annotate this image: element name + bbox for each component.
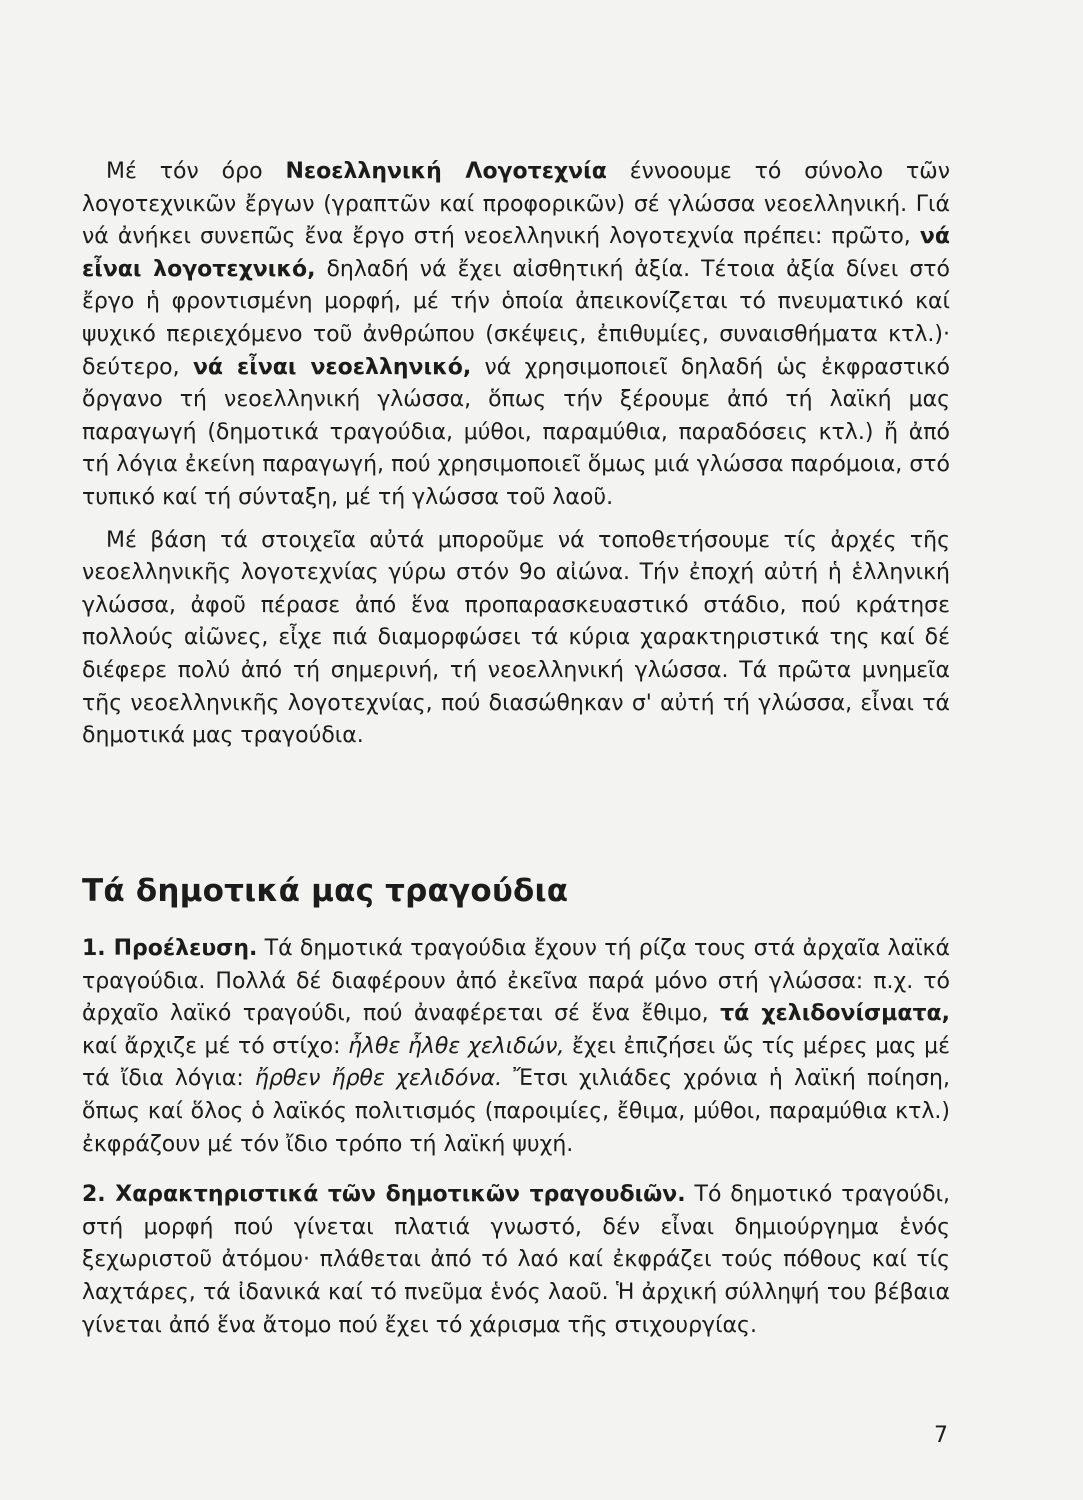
term-neohellenic-literature: Νεοελληνική Λογοτεχνία: [285, 159, 607, 184]
section-heading: Τά δημοτικά μας τραγούδια: [82, 873, 569, 909]
page-number: 7: [934, 1423, 948, 1448]
intro-paragraph-1: Μέ τόν όρο Νεοελληνική Λογοτεχνία έννοουμε τό σύνολο τῶν λογοτεχνικῶν ἔργων (γραπτῶν καί προφορικῶν) σέ γλώσσα νεοελληνική. Γιά νά ἀνήκει συνεπῶς ἔνα ἔργο στή νεοελληνική λογοτεχνία πρέπει: πρῶτο, νά εἶναι λογοτεχνικό, δηλαδή νά ἔχει αἰσθητική ἀξία. Τέτοια ἀξία δίνει στό ἔργο ἡ φροντισμένη μορφή, μέ τήν ὁποία ἀπεικονίζεται τό πνευματικό καί ψυχικό περιεχόμενο τοῦ ἀνθρώπου (σκέψεις, ἐπιθυμίες, συναισθήματα κτλ.)· δεύτερο, νά εἶναι νεοελληνικό, νά χρησιμοποιεῖ δηλαδή ὡς ἐκφραστικό ὄργανο τή νεοελληνική γλώσσα, ὅπως τήν ξέρουμε ἀπό τή λαϊκή μας παραγωγή (δημοτικά τραγούδια, μύθοι, παραμύθια, παραδόσεις κτλ.) ἤ ἀπό τή λόγια ἐκείνη παραγωγή, πού χρησιμοποιεῖ ὅμως μιά γλώσσα παρόμοια, στό τυπικό καί τή σύνταξη, μέ τή γλώσσα τοῦ λαοῦ.: [82, 159, 951, 510]
origin-paragraph: 1. Προέλευση. Τά δημοτικά τραγούδια ἔχουν τή ρίζα τους στά ἀρχαῖα λαϊκά τραγούδια. Πολλά δέ διαφέρουν ἀπό ἐκεῖνα παρά μόνο στή γλώσσα: π.χ. τό ἀρχαῖο λαϊκό τραγούδι, πού ἀναφέρεται σέ ἕνα ἔθιμο, τά χελιδονίσματα, καί ἄρχιζε μέ τό στίχο: ἦλθε ἦλθε χελιδών, ἔχει ἐπιζήσει ὥς τίς μέρες μας μέ τά ἴδια λόγια: ἤρθεν ἤρθε χελιδόνα. Ἔτσι χιλιάδες χρόνια ἡ λαϊκή ποίηση, ὅπως καί ὅλος ὁ λαϊκός πολιτισμός (παροιμίες, ἔθιμα, μύθοι, παραμύθια κτλ.) ἐκφράζουν μέ τόν ἴδιο τρόπο τή λαϊκή ψυχή.: [82, 936, 950, 1157]
origin-label: 1. Προέλευση.: [82, 936, 258, 961]
characteristics-label: 2. Χαρακτηριστικά τῶν δημοτικῶν τραγουδιῶν.: [82, 1182, 686, 1208]
intro-paragraph-2: Μέ βάση τά στοιχεῖα αὐτά μποροῦμε νά τοποθετήσουμε τίς ἀρχές τῆς νεοελληνικῆς λογοτεχνίας γύρω στόν 9ο αἰώνα. Τήν ἐποχή αὐτή ἡ ἑλληνική γλώσσα, ἀφοῦ πέρασε ἀπό ἕνα προπαρασκευαστικό στάδιο, πού κράτησε πολλούς αἰῶνες, εἶχε πιά διαμορφώσει τά κύρια χαρακτηριστικά της καί δέ διέφερε πολύ ἀπό τή σημερινή, τή νεοελληνική γλώσσα. Τά πρῶτα μνημεῖα τῆς νεοελληνικῆς λογοτεχνίας, πού διασώθηκαν σ' αὐτή τή γλώσσα, εἶναι τά δημοτικά μας τραγούδια.: [82, 527, 950, 749]
section-text: [82, 933, 950, 1342]
criterion-neohellenic: νά εἶναι νεοελληνικό,: [192, 354, 472, 380]
intro-text: [82, 156, 950, 753]
modern-verse: ἤρθεν ἤρθε χελιδόνα.: [254, 1066, 503, 1092]
ancient-verse: ἦλθε ἦλθε χελιδών,: [348, 1033, 565, 1059]
criterion-literary: νά εἶναι λογοτεχνικό,: [82, 224, 950, 282]
characteristics-paragraph: 2. Χαρακτηριστικά τῶν δημοτικῶν τραγουδιῶν. Τό δημοτικό τραγούδι, στή μορφή πού γίνεται πλατιά γνωστό, δέν εἶναι δημιούργημα ἑνός ξεχωριστοῦ ἀτόμου· πλάθεται ἀπό τό λαό καί ἐκφράζει τούς πόθους καί τίς λαχτάρες, τά ἰδανικά καί τό πνεῦμα ἑνός λαοῦ. Ἡ ἀρχική σύλληψή του βέβαια γίνεται ἀπό ἕνα ἄτομο πού ἔχει τό χάρισμα τῆς στιχουργίας.: [82, 1182, 951, 1338]
term-chelidonismata: τά χελιδονίσματα,: [720, 1001, 950, 1027]
